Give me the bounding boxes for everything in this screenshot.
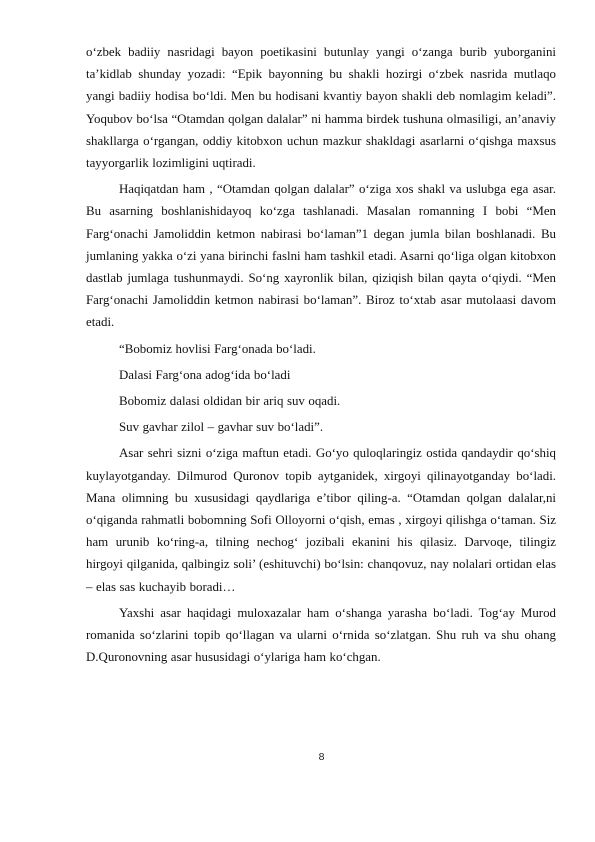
page-number: 8 — [318, 751, 325, 763]
poem-line-3: Bobomiz dalasi oldidan bir ariq suv oqadi. — [119, 394, 341, 409]
poem-line-1: “Bobomiz hovlisi Farg‘onada bo‘ladi. — [119, 341, 316, 356]
paragraph-1: o‘zbek badiiy nasridagi bayon poetikasini butunlay yangi o‘zanga burib yuborganini ta’kidlab shunday yozadi: “Epik bayonning bu shakli hozirgi o‘zbek nasrida mutlaqo yangi badiiy hodisa bo‘ldi. Men bu hodisani kvantiy bayon shakli deb nomlagim keladi”. Yoqubov bo‘lsa “Otamdan qolgan dalalar” ni hamma birdek tushuna olmasiligi, an’anaviy shakllarga o‘rgangan, oddiy kitobxon uchun mazkur shakldagi asarlarni o‘qishga maxsus tayyorgarlik lozimligini uqtiradi. — [86, 45, 556, 171]
poem-line-2: Dalasi Farg‘ona adog‘ida bo‘ladi — [119, 367, 291, 382]
body-text — [86, 41, 556, 672]
paragraph-3: Asar sehri sizni o‘ziga maftun etadi. Go‘yo quloqlaringiz ostida qandaydir qo‘shiq kuylayotganday. Dilmurod Quronov topib aytganidek, xirgoyi qilinayotganday bo‘ladi. Mana olimning bu xususidagi qaydlariga e’tibor qiling-a. “Otamdan qolgan dalalar,ni o‘qiganda rahmatli bobomning Sofi Olloyorni o‘qish, emas , xirgoyi qilishga o‘taman. Siz ham urunib ko‘ring-a, tilning nechog‘ jozibali ekanini his qilasiz. Darvoqe, tilingiz hirgoyi qilganida, qalbingiz soli’ (eshituvchi) bo‘lsin: chanqovuz, nay nolalari ortidan elas – elas sas kuchayib boradi… — [86, 446, 556, 594]
paragraph-2: Haqiqatdan ham , “Otamdan qolgan dalalar” o‘ziga xos shakl va uslubga ega asar. Bu asarning boshlanishidayoq ko‘zga tashlanadi. Masalan romanning I bobi “Men Farg‘onachi Jamoliddin ketmon nabirasi bo‘laman”1 degan jumla bilan boshlanadi. Bu jumlaning yakka o‘zi yana birinchi faslni ham tashkil etadi. Asarni qo‘liga olgan kitobxon dastlab jumlaga tushunmaydi. So‘ng xayronlik bilan, qiziqish bilan qayta o‘qiydi. “Men Farg‘onachi Jamoliddin ketmon nabirasi bo‘laman”. Biroz to‘xtab asar mutolaasi davom etadi. — [86, 182, 556, 330]
paragraph-4: Yaxshi asar haqidagi muloxazalar ham o‘shanga yarasha bo‘ladi. Tog‘ay Murod romanida so‘zlarini topib qo‘llagan va ularni o‘rnida so‘zlatgan. Shu ruh va shu ohang D.Quronovning asar hususidagi o‘ylariga ham ko‘chgan. — [86, 605, 556, 665]
poem-line-4: Suv gavhar zilol – gavhar suv bo‘ladi”. — [119, 420, 324, 435]
